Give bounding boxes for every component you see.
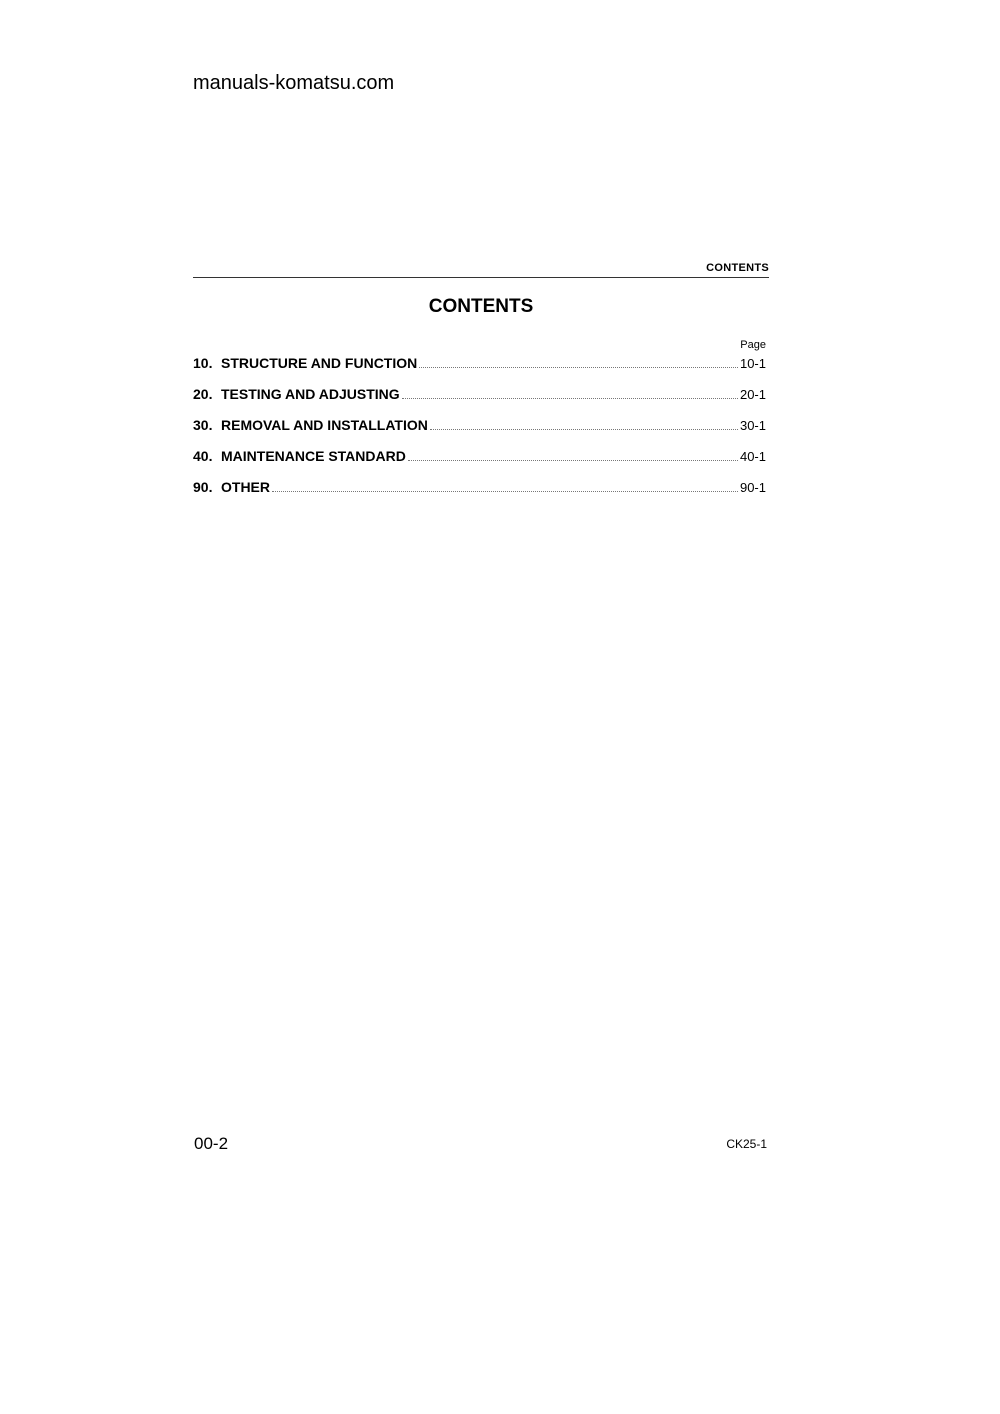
toc-number: 90. [193,479,213,495]
toc-page: 90-1 [739,480,766,495]
site-watermark: manuals-komatsu.com [193,72,395,94]
page-column-label: Page [740,339,766,351]
footer-page-number: 00-2 [194,1134,229,1153]
toc-label: MAINTENANCE STANDARD [221,448,406,464]
running-header [193,262,769,278]
toc-label: STRUCTURE AND FUNCTION [221,355,418,371]
leader-dots [419,367,738,368]
table-of-contents [193,355,766,510]
leader-dots [272,491,738,492]
page-title: CONTENTS [428,296,534,317]
toc-page: 40-1 [739,449,766,464]
leader-dots [430,429,738,430]
toc-number: 40. [193,448,213,464]
toc-page: 30-1 [739,418,766,433]
toc-label: REMOVAL AND INSTALLATION [221,417,428,433]
toc-entry[interactable] [193,386,766,417]
running-title: CONTENTS [706,262,769,274]
leader-dots [408,460,738,461]
toc-entry[interactable] [193,448,766,479]
toc-page: 20-1 [739,387,766,402]
toc-number: 20. [193,386,213,402]
toc-entry[interactable] [193,355,766,386]
toc-label: OTHER [221,479,270,495]
toc-number: 30. [193,417,213,433]
toc-number: 10. [193,355,213,371]
toc-page: 10-1 [739,356,766,371]
leader-dots [402,398,738,399]
footer-model: CK25-1 [726,1137,767,1151]
toc-entry[interactable] [193,479,766,510]
toc-label: TESTING AND ADJUSTING [221,386,400,402]
toc-entry[interactable] [193,417,766,448]
